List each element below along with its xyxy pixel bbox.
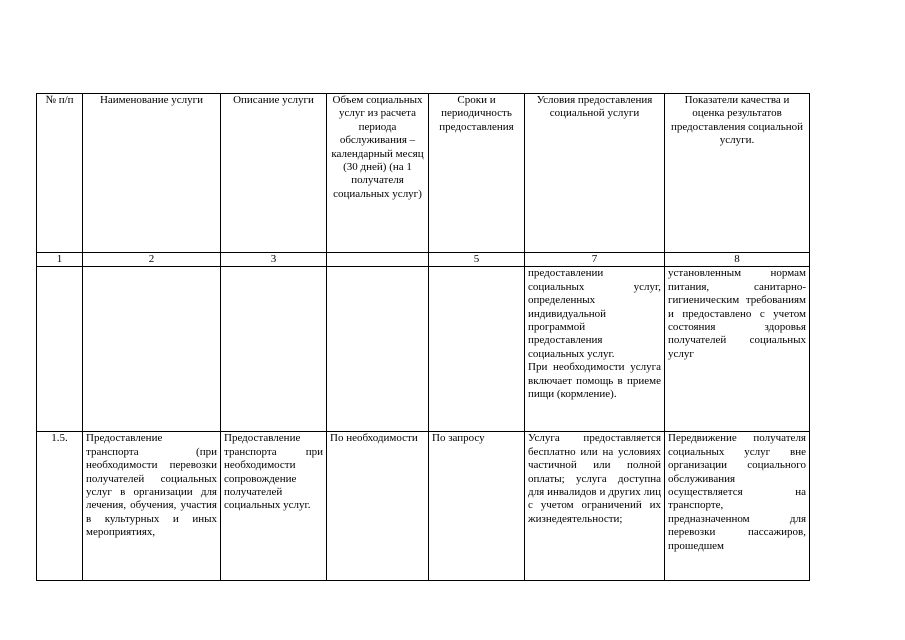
service-quality: Передвижение получателя социальных услуг вне организации социального обслуживания осуществляется на транспорте, предназначенном для перевозки пассажиров, прошедшем [665,432,810,581]
services-table [36,93,810,581]
column-number-row [37,253,810,267]
row-number: 1.5. [37,432,83,581]
table-cell [37,267,83,432]
service-conditions: Услуга предоставляется бесплатно или на условиях частичной или полной оплаты; услуга доступна для инвалидов и других лиц с учетом ограничений их жизнедеятельности; [525,432,665,581]
header-service-name: Наименование услуги [83,94,221,253]
header-row [37,94,810,253]
table-row [37,267,810,432]
quality-cell: установленным нормам питания, санитарно-гигиеническим требованиям и предоставлено с учетом состояния здоровья получателей социальных услуг [665,267,810,432]
table-cell [83,267,221,432]
header-number: № п/п [37,94,83,253]
column-number: 8 [665,253,810,267]
column-number: 5 [429,253,525,267]
table-cell [327,267,429,432]
table-row [37,432,810,581]
header-service-description: Описание услуги [221,94,327,253]
service-volume: По необходимости [327,432,429,581]
column-number: 2 [83,253,221,267]
column-number: 3 [221,253,327,267]
service-name: Предоставление транспорта (при необходимости перевозки получателей социальных услуг в организации для лечения, обучения, участия в культурных и иных мероприятиях, [83,432,221,581]
table-cell [429,267,525,432]
table-cell [221,267,327,432]
header-quality: Показатели качества и оценка результатов предоставления социальной услуги. [665,94,810,253]
conditions-text-2: При необходимости услуга включает помощь в приеме пищи (кормление). [528,361,661,401]
column-number [327,253,429,267]
header-conditions: Условия предоставления социальной услуги [525,94,665,253]
conditions-text: предоставлении социальных услуг, определенных индивидуальной программой предоставления социальных услуг. [528,267,661,360]
header-terms: Сроки и периодичность предоставления [429,94,525,253]
column-number: 7 [525,253,665,267]
header-volume: Объем социальных услуг из расчета периода обслуживания – календарный месяц (30 дней) (на 1 получателя социальных услуг) [327,94,429,253]
service-description: Предоставление транспорта при необходимости сопровождение получателей социальных услуг. [221,432,327,581]
conditions-cell [525,267,665,432]
column-number: 1 [37,253,83,267]
service-terms: По запросу [429,432,525,581]
